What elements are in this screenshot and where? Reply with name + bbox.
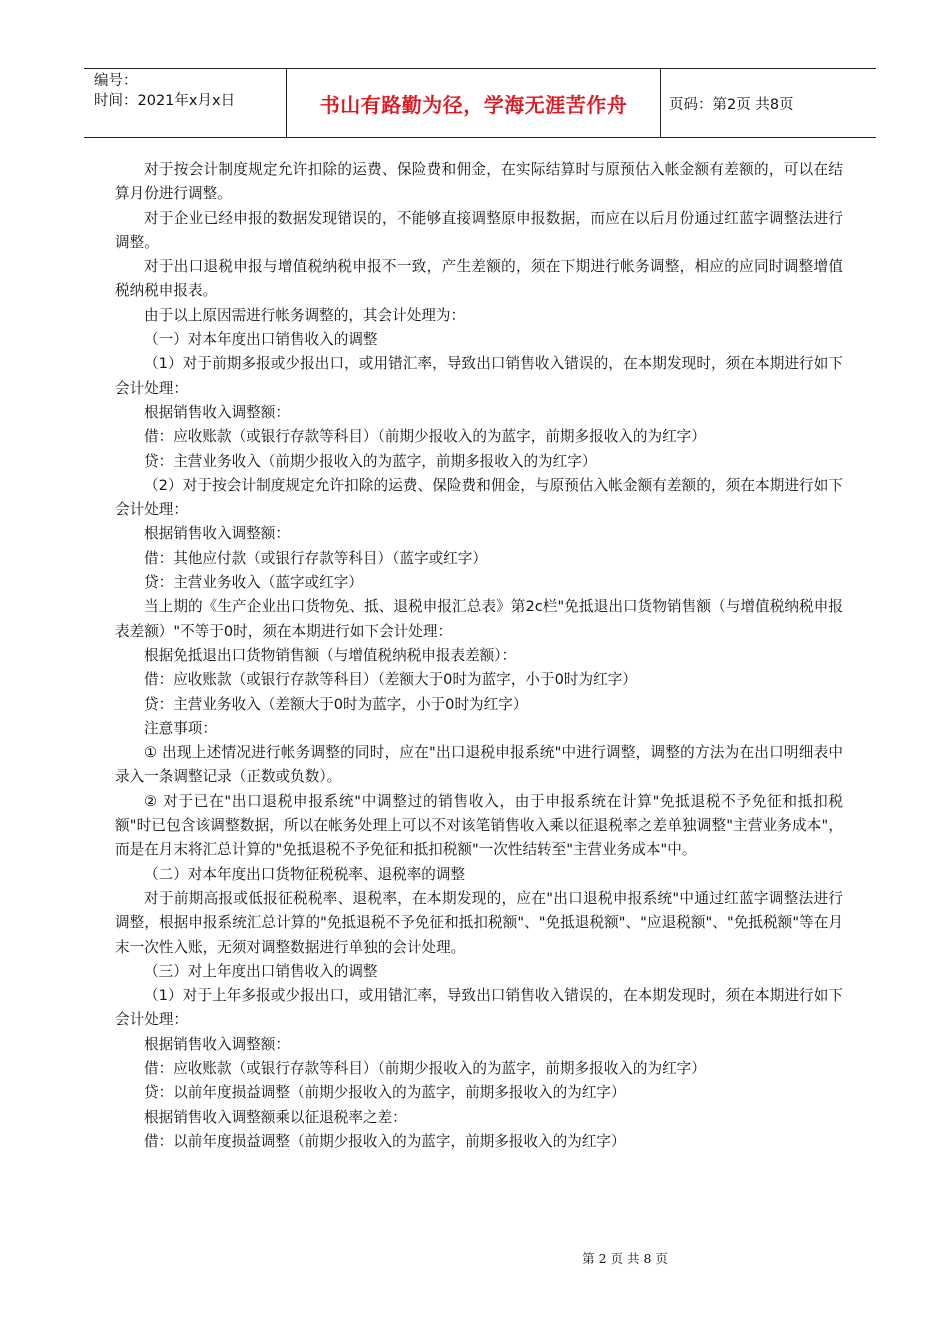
paragraph: 根据销售收入调整额： [144, 525, 290, 543]
paragraph: ① 出现上述情况进行帐务调整的同时，应在"出口退税申报系统"中进行调整，调整的方法为在出口明细表中录入一条调整记录（正数或负数）。 [115, 744, 843, 786]
document-time-label: 时间：2021年x月x日 [94, 93, 236, 109]
paragraph: 注意事项： [144, 719, 217, 737]
paragraph: 由于以上原因需进行帐务调整的，其会计处理为： [144, 306, 466, 324]
paragraph: 根据免抵退出口货物销售额（与增值税纳税申报表差额）： [144, 646, 517, 664]
paragraph: 借：以前年度损益调整（前期少报收入的为蓝字，前期多报收入的为红字） [144, 1132, 626, 1150]
paragraph: ② 对于已在"出口退税申报系统"中调整过的销售收入，由于申报系统在计算"免抵退税不予免征和抵扣税额"时已包含该调整数据，所以在帐务处理上可以不对该笔销售收入乘以征退税率之差单独调整"主营业务成本"，而是在月末将汇总计算的"免抵退税不予免征和抵扣税额"一次性结转至"主营业务成本"中。 [115, 792, 843, 859]
paragraph: 借：应收账款（或银行存款等科目）（前期少报收入的为蓝字，前期多报收入的为红字） [144, 428, 706, 446]
document-number-label: 编号： [94, 73, 138, 89]
header-page-code: 页码：第2页 共8页 [669, 96, 794, 113]
paragraph: 根据销售收入调整额乘以征退税率之差： [144, 1108, 407, 1126]
paragraph: （1）对于上年多报或少报出口，或用错汇率，导致出口销售收入错误的，在本期发现时，须在本期进行如下会计处理： [115, 987, 843, 1029]
paragraph: 对于出口退税申报与增值税纳税申报不一致，产生差额的，须在下期进行帐务调整，相应的应同时调整增值税纳税申报表。 [115, 258, 843, 300]
section-heading: （一）对本年度出口销售收入的调整 [144, 331, 378, 349]
paragraph: 贷：主营业务收入（前期少报收入的为蓝字，前期多报收入的为红字） [144, 452, 597, 470]
header-meta [84, 69, 287, 137]
paragraph: 贷：主营业务收入（蓝字或红字） [144, 574, 363, 592]
paragraph: （1）对于前期多报或少报出口，或用错汇率，导致出口销售收入错误的，在本期发现时，须在本期进行如下会计处理： [115, 355, 843, 397]
paragraph: 对于按会计制度规定允许扣除的运费、保险费和佣金，在实际结算时与原预估入帐金额有差额的，可以在结算月份进行调整。 [115, 161, 843, 203]
paragraph: 当上期的《生产企业出口货物免、抵、退税申报汇总表》第2c栏"免抵退出口货物销售额（与增值税纳税申报表差额）"不等于0时，须在本期进行如下会计处理： [115, 598, 843, 640]
paragraph: （2）对于按会计制度规定允许扣除的运费、保险费和佣金，与原预估入帐金额有差额的，须在本期进行如下会计处理： [115, 476, 843, 519]
document-body [115, 158, 843, 1154]
page-footer: 第 2 页 共 8 页 [582, 1251, 668, 1266]
paragraph: 对于企业已经申报的数据发现错误的，不能够直接调整原申报数据，而应在以后月份通过红蓝字调整法进行调整。 [115, 209, 843, 251]
paragraph: 贷：主营业务收入（差额大于0时为蓝字，小于0时为红字） [144, 695, 528, 713]
paragraph: 借：应收账款（或银行存款等科目）（前期少报收入的为蓝字，前期多报收入的为红字） [144, 1059, 706, 1077]
paragraph: 根据销售收入调整额： [144, 1035, 290, 1053]
paragraph: 根据销售收入调整额： [144, 403, 290, 421]
paragraph: 对于前期高报或低报征税税率、退税率，在本期发现的，应在"出口退税申报系统"中通过红蓝字调整法进行调整，根据申报系统汇总计算的"免抵退税不予免征和抵扣税额"、"免抵退税额"、"应退税额"、"免抵税额"等在月末一次性入账，无须对调整数据进行单独的会计处理。 [115, 889, 843, 956]
paragraph: 借：应收账款（或银行存款等科目）（差额大于0时为蓝字，小于0时为红字） [144, 671, 637, 689]
paragraph: 贷：以前年度损益调整（前期少报收入的为蓝字，前期多报收入的为红字） [144, 1084, 626, 1102]
section-heading: （二）对本年度出口货物征税税率、退税率的调整 [144, 865, 466, 883]
paragraph: 借：其他应付款（或银行存款等科目）（蓝字或红字） [144, 549, 487, 567]
page-header [84, 68, 876, 138]
section-heading: （三）对上年度出口销售收入的调整 [144, 962, 378, 980]
header-motto: 书山有路勤为径，学海无涯苦作舟 [287, 69, 661, 137]
